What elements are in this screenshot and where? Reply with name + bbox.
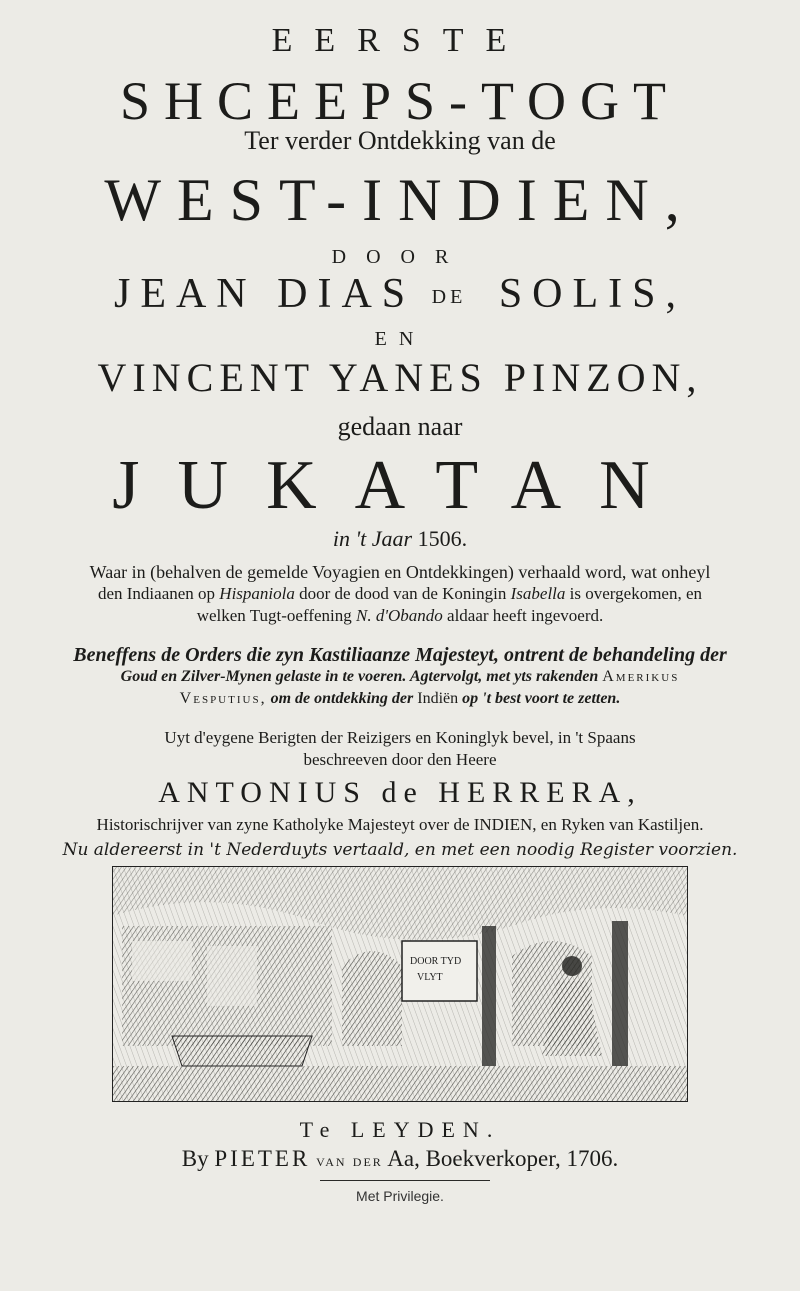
divider-rule [320,1180,490,1181]
orders-line-3 [0,690,800,708]
person-name: Amerikus [602,668,680,685]
year-value: 1506. [417,526,468,551]
title-line-gedaan: gedaan naar [337,412,463,441]
imprint-place: Te LEYDEN. [299,1117,501,1142]
title-line-eerste: EERSTE [271,22,529,59]
sign-text-1: DOOR TYD [410,956,462,967]
title-line-door: DOOR [331,246,469,268]
text-fragment: op 't best voort te zetten. [462,690,621,707]
source-line-1: Uyt d'eygene Berigten der Reizigers en Koninglyk bevel, in 't Spaans [164,728,636,747]
description-line-3 [0,606,800,626]
person-name: Vesputius, [179,690,267,707]
orders-line-1: Beneffens de Orders die zyn Kastiliaanze Majesteyt, ontrent de behandeling der [73,644,727,666]
publisher-surname: Aa, [387,1146,420,1171]
title-line-scheeps-togt: SHCEEPS-TOGT [119,71,681,131]
imprint-publisher [0,1146,800,1172]
text-fragment: aldaar heeft ingevoerd. [447,606,604,625]
title-line-vincent: VINCENT YANES PINZON, [97,355,703,400]
publisher-first: PIETER [214,1146,311,1171]
text-fragment: is overgekomen, en [569,584,703,603]
year-prefix: in 't Jaar [332,526,413,551]
description-line-2 [0,584,800,604]
title-line-jukatan: JUKATAN [112,447,688,524]
place-name: Indiën [417,690,459,707]
person-name: N. d'Obando [356,606,443,625]
title-line-west-indien: WEST-INDIEN, [104,167,696,233]
sign-text-2: VLYT [417,972,443,983]
person-name: Isabella [510,584,566,603]
text-fragment: om de ontdekking der [270,690,414,707]
trade-year: Boekverkoper, 1706. [425,1146,619,1171]
imprint-by: By [181,1146,209,1171]
text-fragment: door de dood van de Koningin [299,584,507,603]
title-line-year [0,526,800,552]
publisher-particle: van der [316,1151,383,1170]
place-name: Hispaniola [219,584,295,603]
source-line-2: beschreeven door den Heere [303,750,497,769]
printer-mark-engraving [112,866,688,1102]
title-line-jean-dias [0,270,800,318]
explorer-surname-1: SOLIS, [498,271,687,317]
description-line-1: Waar in (behalven de gemelde Voyagien en Ontdekkingen) verhaald word, wat onheyl [89,562,711,582]
explorer-particle: DE [431,285,467,308]
title-line-subtitle: Ter verder Ontdekking van de [244,126,556,155]
translation-note: Nu aldereerst in 't Nederduyts vertaald, en met een noodig Register voorzien. [62,840,738,860]
title-line-en: EN [374,328,426,350]
orders-line-2 [0,668,800,686]
text-fragment: Goud en Zilver-Mynen gelaste in te voeren. Agtervolgt, met yts rakenden [120,668,599,685]
text-fragment: welken Tugt-oeffening [196,606,352,625]
author-title: Historischrijver van zyne Katholyke Majesteyt over de INDIEN, en Ryken van Kastiljen. [96,815,704,834]
explorer-name-1: JEAN DIAS [113,271,416,317]
text-fragment: den Indiaanen op [97,584,216,603]
privilege-note: Met Privilegie. [356,1188,444,1204]
author-name: ANTONIUS de HERRERA, [158,776,642,809]
